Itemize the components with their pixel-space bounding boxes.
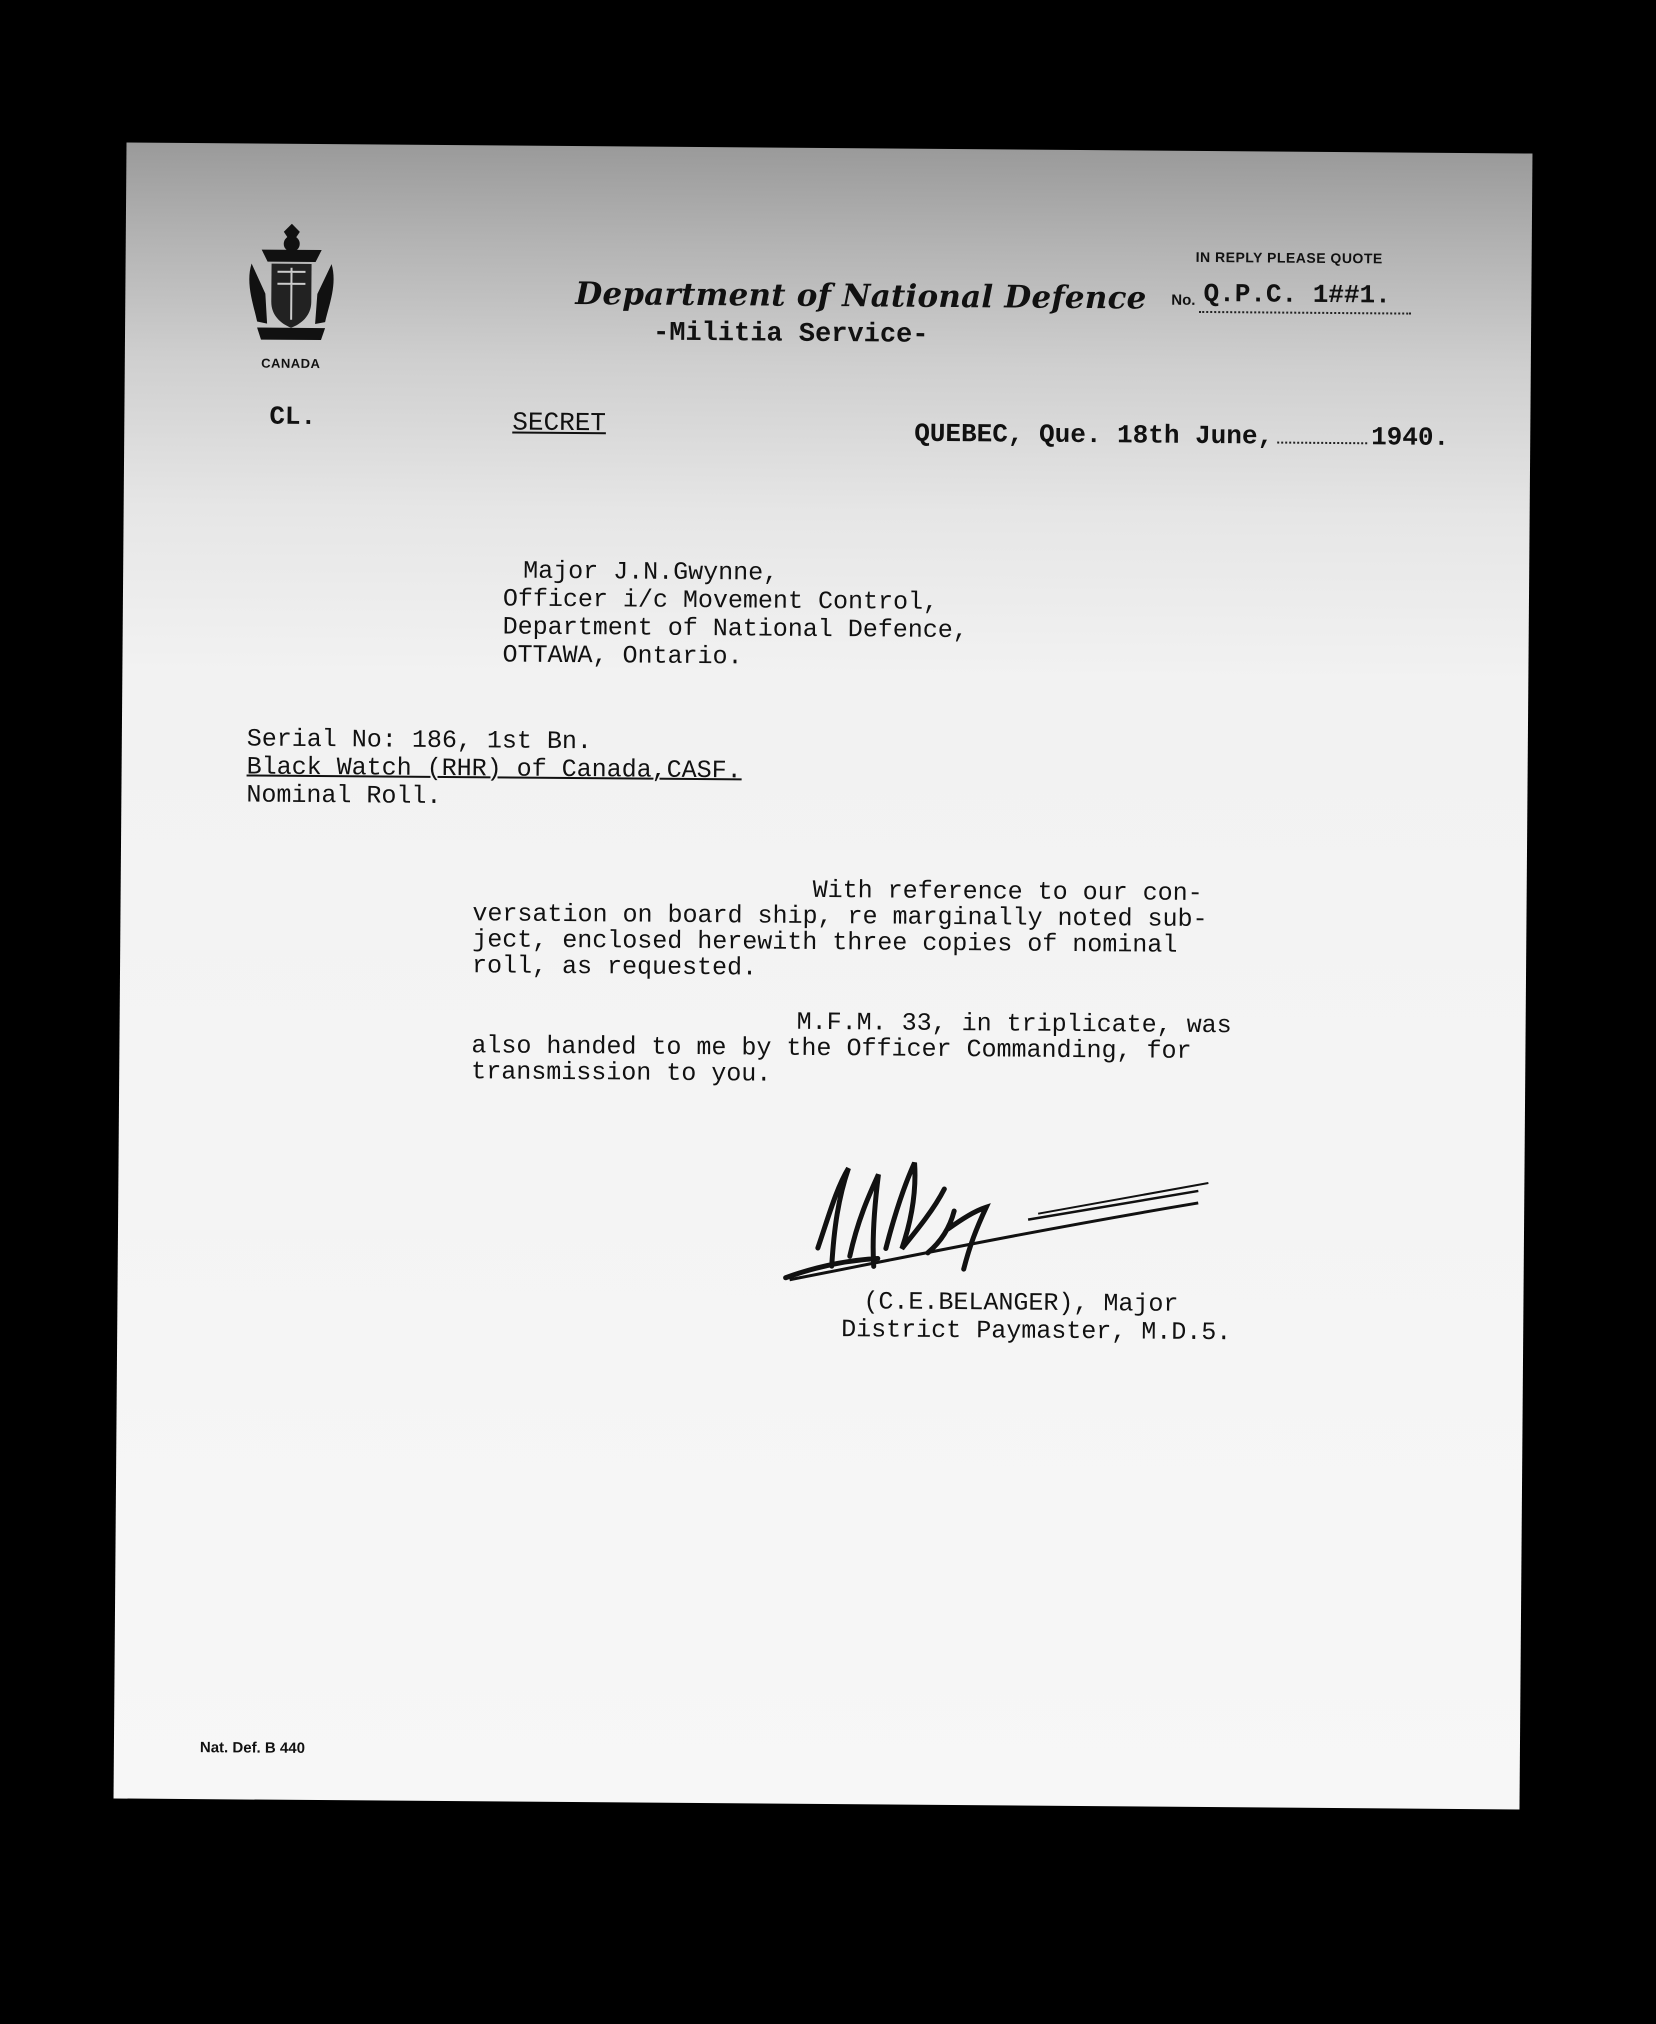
signature-block	[841, 1288, 1232, 1347]
date-dots	[1277, 442, 1367, 445]
reference-number	[1171, 279, 1411, 315]
service-name: -Militia Service-	[652, 318, 929, 351]
addressee-line: Major J.N.Gwynne,	[523, 556, 779, 588]
addressee-block	[502, 557, 968, 673]
body-line: versation on board ship, re marginally noted sub-	[472, 899, 1208, 935]
body-line: With reference to our con-	[812, 875, 1203, 908]
signatory-name: (C.E.BELANGER), Major	[863, 1287, 1179, 1319]
addressee-line: Department of National Defence,	[502, 612, 968, 646]
handwritten-signature-icon	[777, 1148, 1238, 1302]
crest-caption: CANADA	[261, 355, 321, 372]
body-line: also handed to me by the Officer Commanding, for	[471, 1031, 1192, 1066]
form-number: Nat. Def. B 440	[199, 1739, 306, 1757]
subject-block	[246, 725, 742, 813]
year: 1940.	[1371, 422, 1450, 453]
body-line: roll, as requested.	[471, 951, 758, 983]
body-line: transmission to you.	[471, 1057, 772, 1089]
canada-coat-of-arms-icon	[243, 223, 340, 344]
classification-label: SECRET	[512, 407, 607, 439]
department-name: Department of National Defence	[575, 276, 1147, 317]
place: QUEBEC, Que.	[914, 418, 1102, 451]
subject-line: Nominal Roll.	[246, 780, 442, 811]
reference-number-label: No.	[1171, 291, 1196, 309]
date-line	[914, 419, 1449, 453]
body-paragraph	[471, 1007, 1232, 1091]
initials: CL.	[269, 401, 317, 433]
subject-unit: Black Watch (RHR) of Canada,CASF.	[246, 752, 742, 786]
signatory-title: District Paymaster, M.D.5.	[841, 1315, 1232, 1348]
subject-line: Serial No: 186, 1st Bn.	[246, 724, 593, 757]
body-line: ject, enclosed herewith three copies of nominal	[472, 925, 1178, 960]
letter-body	[471, 875, 1233, 1119]
addressee-line: OTTAWA, Ontario.	[502, 640, 743, 672]
body-line: M.F.M. 33, in triplicate, was	[796, 1007, 1232, 1041]
body-paragraph	[472, 875, 1233, 985]
reply-quote-label: IN REPLY PLEASE QUOTE	[1195, 248, 1383, 267]
addressee-line: Officer i/c Movement Control,	[502, 584, 939, 617]
date: 18th June,	[1116, 420, 1274, 452]
letter-page	[114, 143, 1533, 1810]
reference-number-value: Q.P.C. 1##1.	[1199, 279, 1411, 315]
